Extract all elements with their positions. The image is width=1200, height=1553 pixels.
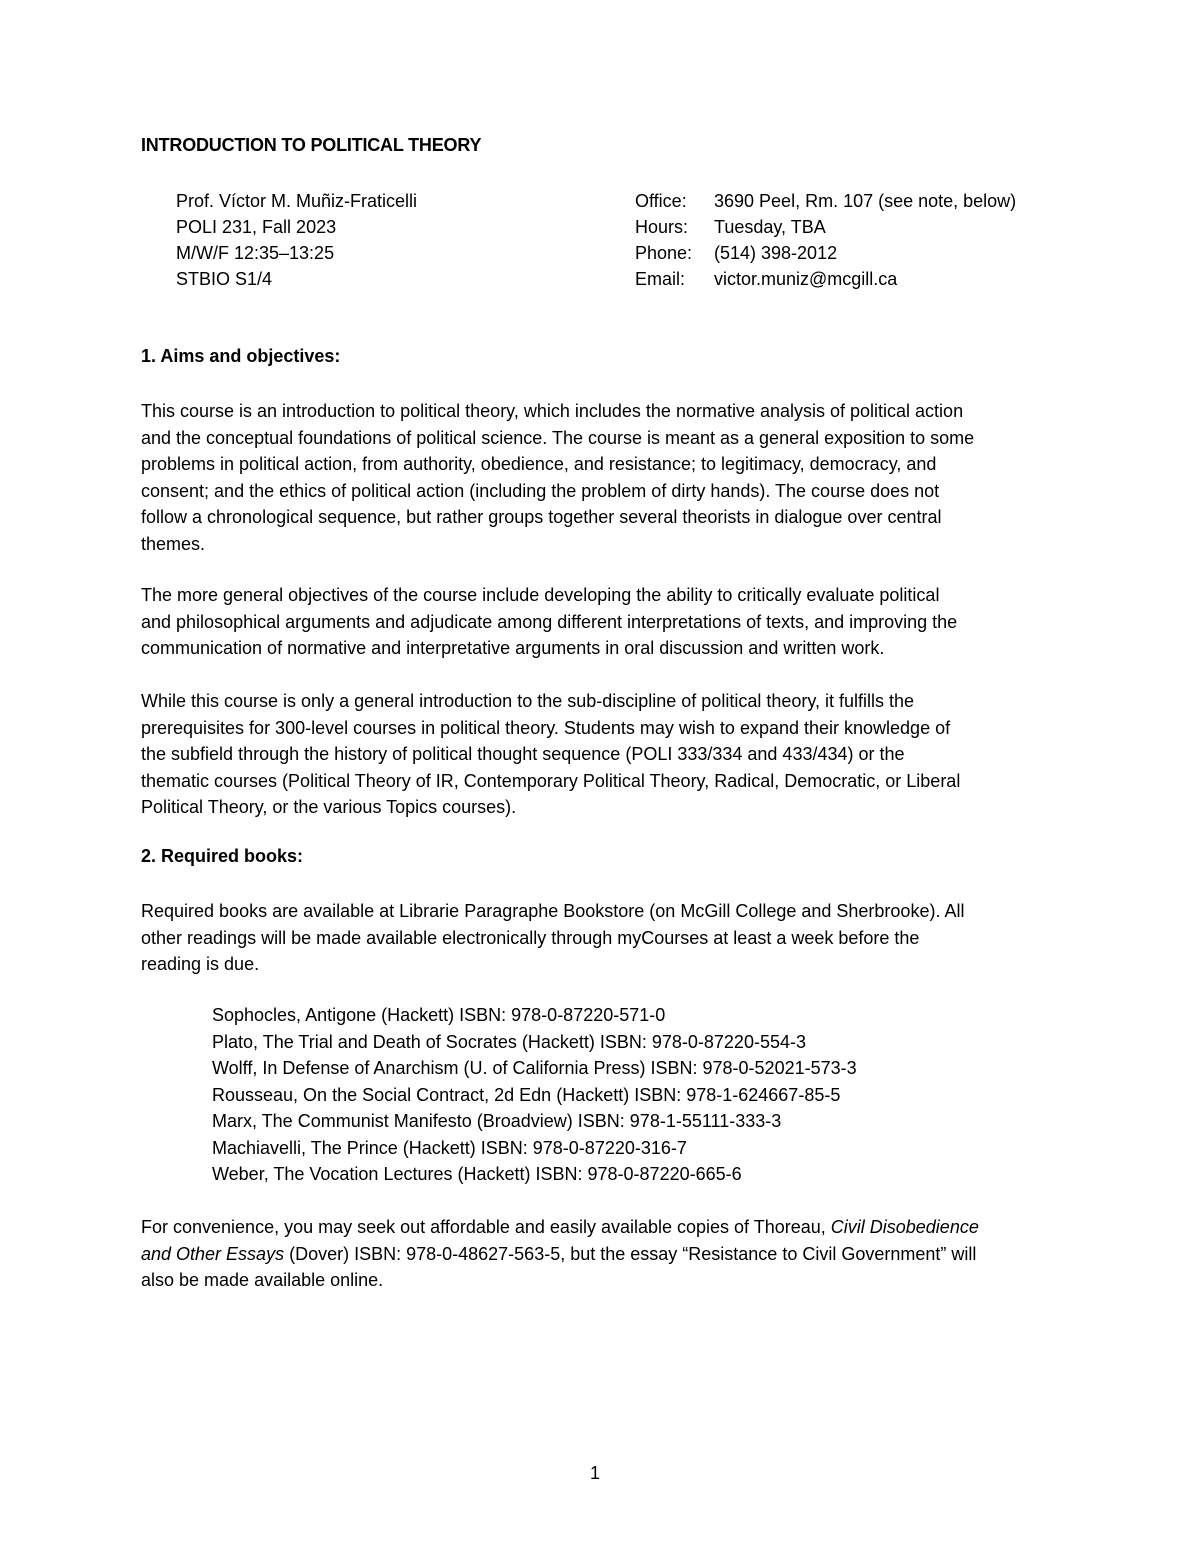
paragraph-line: [141, 1214, 1066, 1241]
book-item: Rousseau, On the Social Contract, 2d Edn (Hackett) ISBN: 978-1-624667-85-5: [212, 1084, 841, 1105]
paragraph-line: Political Theory, or the various Topics courses).: [141, 797, 517, 818]
contact-value: (514) 398-2012: [714, 243, 838, 263]
contact-label: Email:: [635, 269, 686, 289]
paragraph-line: [141, 1241, 1066, 1268]
paragraph-line: the subfield through the history of political thought sequence (POLI 333/334 and 433/434) or the: [141, 744, 905, 765]
page-number: 1: [590, 1463, 601, 1483]
paragraph-line: and philosophical arguments and adjudicate among different interpretations of texts, and improving the: [141, 611, 958, 632]
paragraph-line: communication of normative and interpretative arguments in oral discussion and written work.: [141, 638, 885, 659]
course-code: POLI 231, Fall 2023: [176, 217, 337, 237]
contact-row-email: [635, 266, 1016, 292]
contact-row-hours: [635, 214, 1016, 240]
course-schedule: M/W/F 12:35–13:25: [176, 243, 335, 263]
paragraph-line: problems in political action, from authority, obedience, and resistance; to legitimacy, democracy, and: [141, 454, 937, 475]
professor-name: Prof. Víctor M. Muñiz-Fraticelli: [176, 191, 418, 211]
book-item: Machiavelli, The Prince (Hackett) ISBN: 978-0-87220-316-7: [212, 1137, 687, 1158]
paragraph-line: and the conceptual foundations of political science. The course is meant as a general exposition to some: [141, 427, 975, 448]
paragraph-line: consent; and the ethics of political action (including the problem of dirty hands). The course does not: [141, 480, 940, 501]
book-title-italic: Civil Disobedience: [830, 1217, 979, 1237]
document-title: INTRODUCTION TO POLITICAL THEORY: [141, 135, 482, 155]
contact-value: 3690 Peel, Rm. 107 (see note, below): [714, 191, 1017, 211]
paragraph-line: follow a chronological sequence, but rather groups together several theorists in dialogue over central: [141, 507, 942, 528]
contact-email-link[interactable]: victor.muniz@mcgill.ca: [714, 269, 898, 289]
contact-label: Office:: [635, 191, 687, 211]
book-item: Plato, The Trial and Death of Socrates (Hackett) ISBN: 978-0-87220-554-3: [212, 1031, 806, 1052]
paragraph-line: reading is due.: [141, 954, 260, 975]
books-intro-paragraph: [141, 898, 1066, 978]
contact-row-phone: [635, 240, 1016, 266]
paragraph-line: thematic courses (Political Theory of IR, Contemporary Political Theory, Radical, Democratic, or Liberal: [141, 770, 961, 791]
contact-label: Hours:: [635, 217, 689, 237]
book-item: Wolff, In Defense of Anarchism (U. of California Press) ISBN: 978-0-52021-573-3: [212, 1058, 857, 1078]
course-room: STBIO S1/4: [176, 269, 273, 289]
convenience-text: For convenience, you may seek out affordable and easily available copies of Thoreau,: [141, 1217, 831, 1237]
aims-paragraph-3: [141, 688, 1066, 821]
book-item: Weber, The Vocation Lectures (Hackett) ISBN: 978-0-87220-665-6: [212, 1164, 742, 1184]
book-item: Sophocles, Antigone (Hackett) ISBN: 978-0-87220-571-0: [212, 1005, 666, 1025]
required-books-list: [212, 1002, 857, 1188]
paragraph-line: also be made available online.: [141, 1270, 384, 1291]
contact-row-office: [635, 188, 1016, 214]
paragraph-line: Required books are available at Librarie Paragraphe Bookstore (on McGill College and Sherbrooke). All: [141, 901, 965, 921]
paragraph-line: The more general objectives of the course include developing the ability to critically evaluate political: [141, 585, 940, 605]
contact-info: [635, 188, 1016, 292]
book-item: Marx, The Communist Manifesto (Broadview) ISBN: 978-1-55111-333-3: [212, 1111, 782, 1131]
course-info: [176, 188, 417, 292]
section-heading-aims: 1. Aims and objectives:: [141, 346, 341, 366]
contact-label: Phone:: [635, 243, 693, 263]
paragraph-line: While this course is only a general introduction to the sub-discipline of political theory, it fulfills the: [141, 691, 915, 711]
book-title-italic: and Other Essays: [141, 1243, 285, 1264]
aims-paragraph-2: [141, 582, 1066, 662]
aims-paragraph-1: [141, 398, 1066, 558]
paragraph-line: other readings will be made available electronically through myCourses at least a week before the: [141, 927, 920, 948]
convenience-text: (Dover) ISBN: 978-0-48627-563-5, but the essay “Resistance to Civil Government” will: [284, 1243, 977, 1264]
paragraph-line: prerequisites for 300-level courses in political theory. Students may wish to expand their knowledge of: [141, 717, 951, 738]
paragraph-line: themes.: [141, 533, 206, 554]
section-heading-books: 2. Required books:: [141, 846, 304, 866]
paragraph-line: This course is an introduction to political theory, which includes the normative analysis of political action: [141, 401, 964, 421]
contact-value: Tuesday, TBA: [714, 217, 826, 237]
convenience-paragraph: [141, 1214, 1066, 1294]
